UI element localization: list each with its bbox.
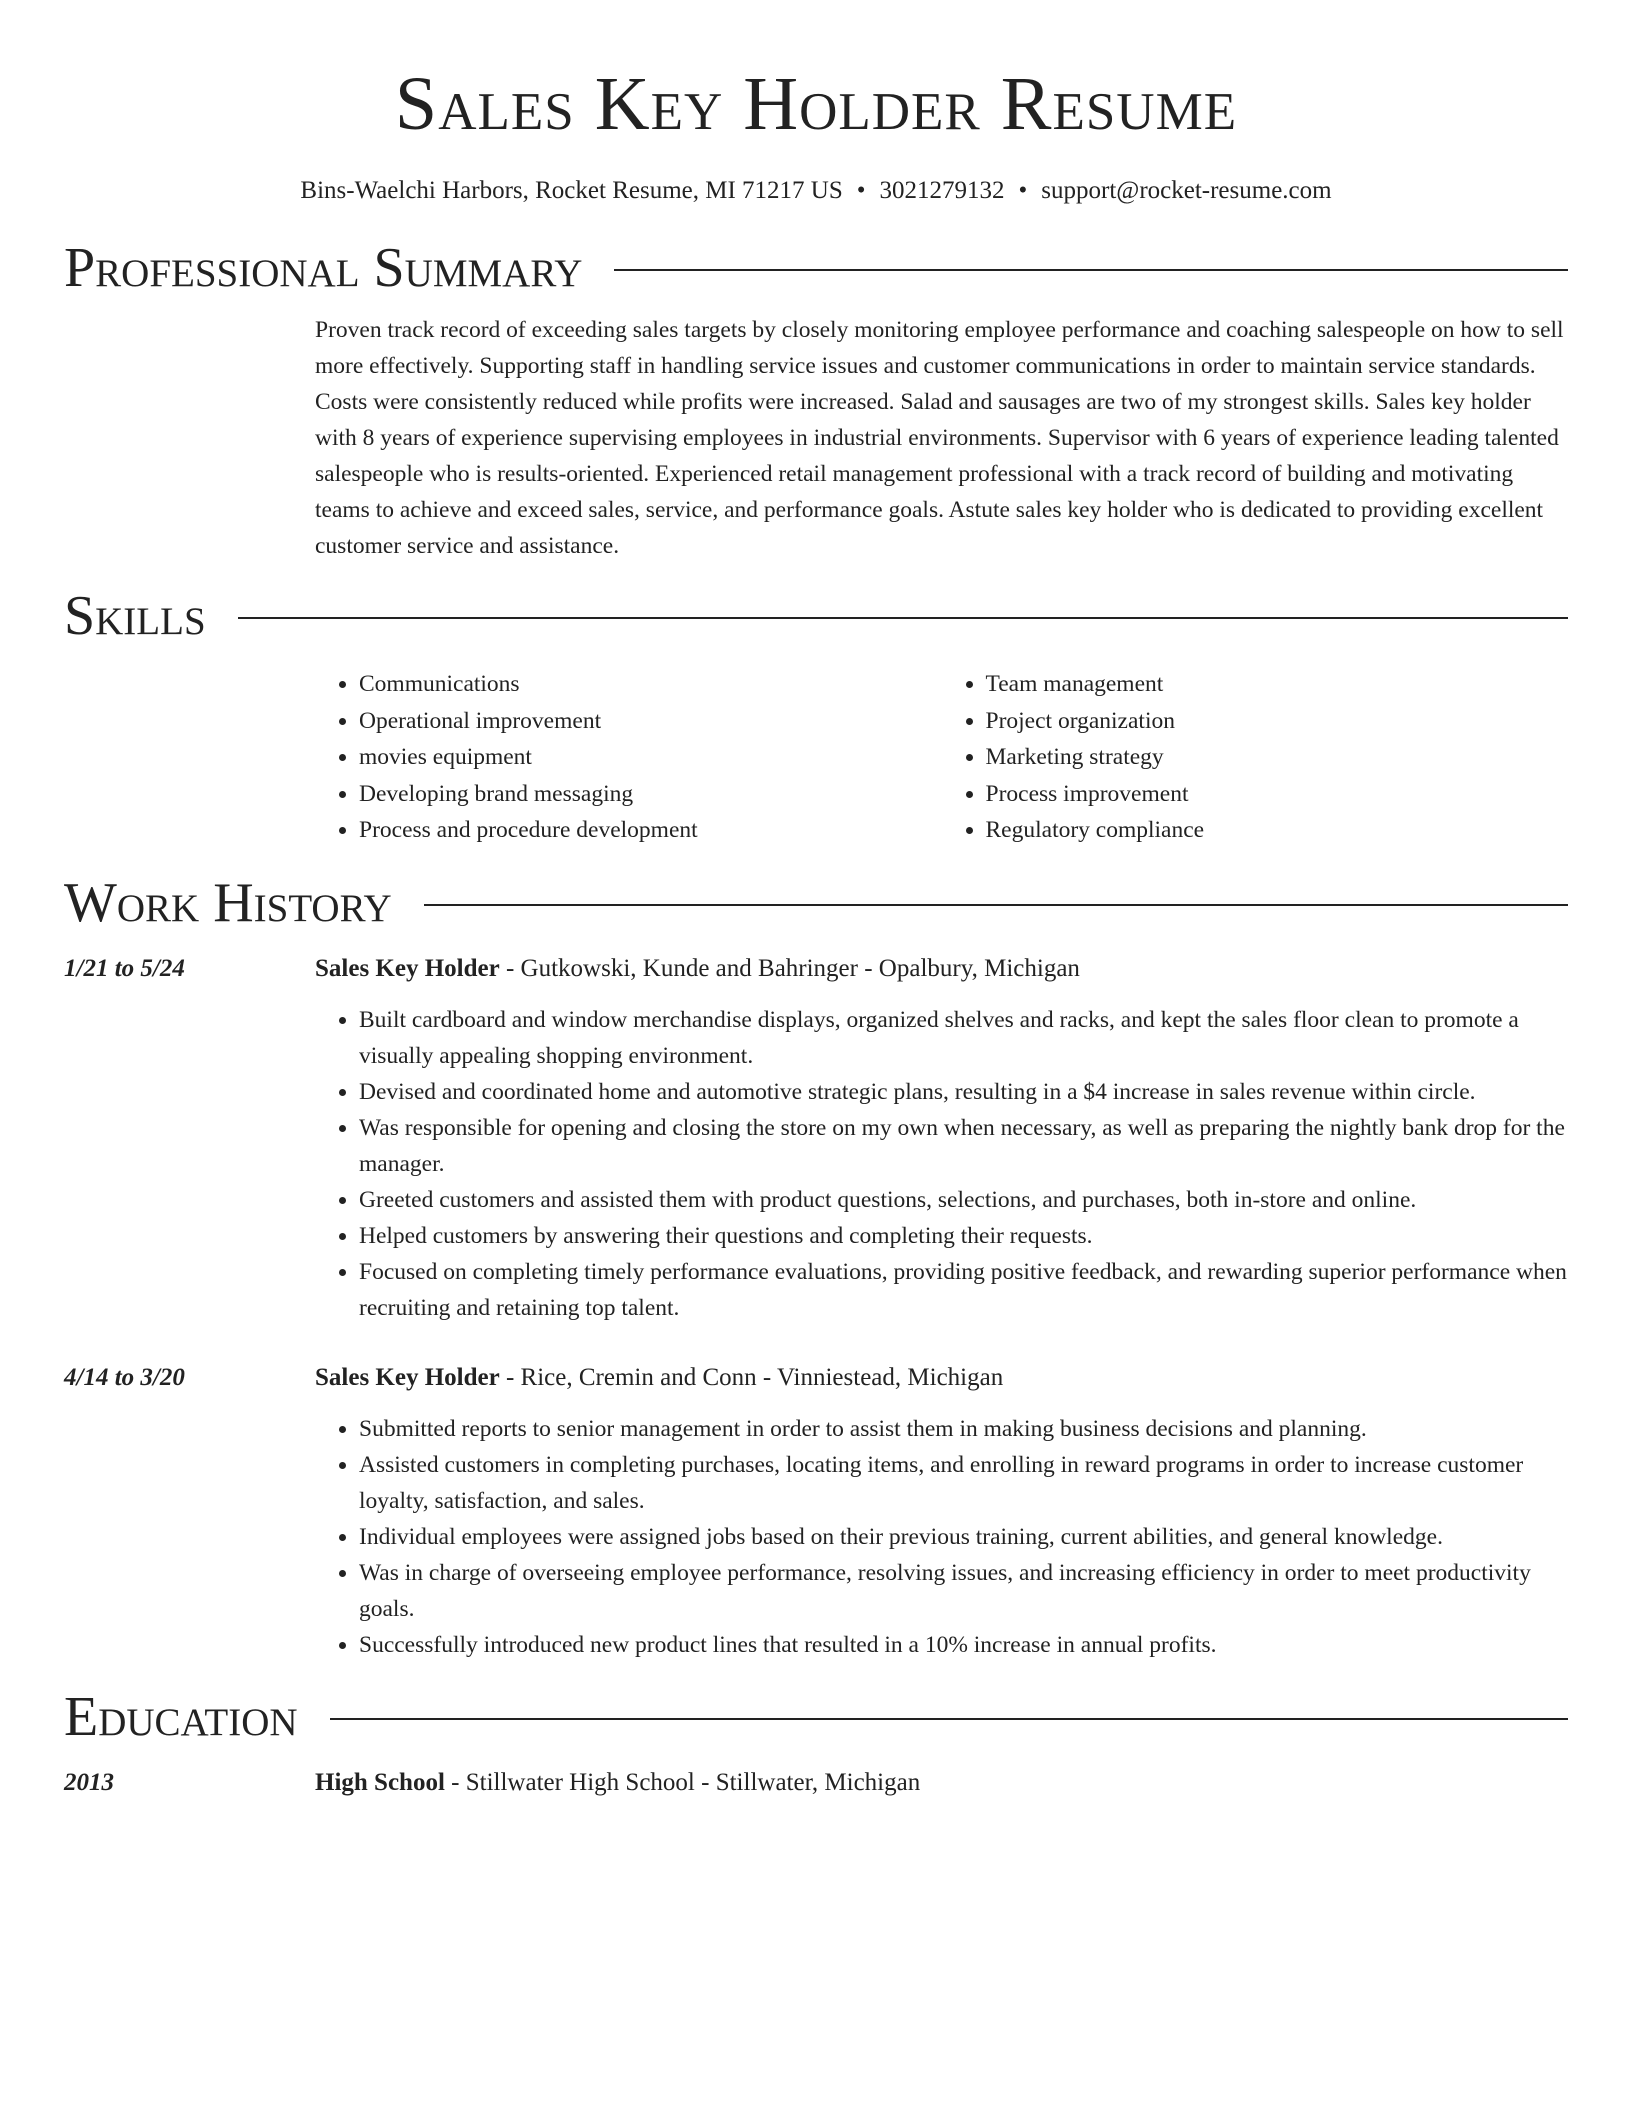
skill-item: • Process improvement (986, 776, 1569, 813)
work-bullet: • Built cardboard and window merchandise displays, organized shelves and racks, and kept the sales floor clean to promote a visually appealing shopping environment. (359, 1002, 1568, 1074)
education-school: - Stillwater High School - Stillwater, Michigan (444, 1768, 921, 1796)
section-divider (330, 1718, 1568, 1720)
skill-item: • movies equipment (359, 739, 942, 776)
education-entry (64, 1765, 1568, 1801)
education-entry-main (315, 1765, 1568, 1801)
education-entry-title (315, 1765, 1568, 1801)
job-title: Sales Key Holder (315, 1363, 500, 1391)
skills-heading: Skills (64, 585, 206, 647)
work-entry-main (315, 951, 1568, 1326)
section-divider (424, 904, 1568, 906)
education-year: 2013 (64, 1768, 114, 1796)
work-bullet: • Successfully introduced new product lines that resulted in a 10% increase in annual profits. (359, 1627, 1568, 1663)
skill-item: • Team management (986, 666, 1569, 703)
work-bullet: • Devised and coordinated home and automotive strategic plans, resulting in a $4 increase in sales revenue within circle. (359, 1074, 1568, 1110)
work-bullet: • Was in charge of overseeing employee performance, resolving issues, and increasing efficiency in order to meet productivity goals. (359, 1555, 1568, 1627)
skill-item: • Regulatory compliance (986, 812, 1569, 849)
contact-email: support@rocket-resume.com (1041, 177, 1332, 204)
work-bullets (315, 1411, 1568, 1663)
skills-column-right (942, 666, 1569, 849)
contact-line (64, 176, 1568, 206)
resume-header (64, 60, 1568, 206)
work-entry-main (315, 1360, 1568, 1663)
skills-section-heading (64, 584, 1568, 648)
work-bullet: • Submitted reports to senior management in order to assist them in making business decisions and planning. (359, 1411, 1568, 1447)
skill-item: • Developing brand messaging (359, 776, 942, 813)
skill-item: • Operational improvement (359, 703, 942, 740)
skill-item: • Marketing strategy (986, 739, 1569, 776)
work-bullet: • Individual employees were assigned jobs based on their previous training, current abilities, and general knowledge. (359, 1519, 1568, 1555)
skills-grid (315, 666, 1568, 849)
work-entry-title (315, 1360, 1568, 1396)
work-bullets (315, 1002, 1568, 1326)
work-bullet: • Assisted customers in completing purchases, locating items, and enrolling in reward programs in order to increase customer loyalty, satisfaction, and sales. (359, 1447, 1568, 1519)
summary-heading: Professional Summary (64, 237, 583, 299)
education-heading: Education (64, 1685, 298, 1748)
summary-text: Proven track record of exceeding sales targets by closely monitoring employee performance and coaching salespeople on how to sell more effectively. Supporting staff in handling service issues and customer communications in order to maintain service standards. Costs were consistently reduced while profits were increased. Salad and sausages are two of my strongest skills. Sales key holder with 8 years of experience supervising employees in industrial environments. Supervisor with 6 years of experience leading talented salespeople who is results-oriented. Experienced retail management professional with a track record of building and motivating teams to achieve and exceed sales, service, and performance goals. Astute sales key holder who is dedicated to providing excellent customer service and assistance. (315, 317, 1564, 559)
work-section-heading (64, 871, 1568, 935)
contact-separator: • (856, 177, 866, 204)
contact-address: Bins-Waelchi Harbors, Rocket Resume, MI 71217 US (300, 177, 843, 204)
job-employer: - Gutkowski, Kunde and Bahringer - Opalbury, Michigan (499, 954, 1080, 982)
skills-section (64, 666, 1568, 849)
work-entry-title (315, 951, 1568, 987)
summary-section-heading (64, 236, 1568, 300)
job-title: Sales Key Holder (315, 954, 500, 982)
work-dates: 1/21 to 5/24 (64, 954, 185, 982)
work-bullet: • Was responsible for opening and closing the store on my own when necessary, as well as preparing the nightly bank drop for the manager. (359, 1110, 1568, 1182)
work-entry (64, 1360, 1568, 1663)
work-bullet: • Helped customers by answering their questions and completing their requests. (359, 1218, 1568, 1254)
work-bullet: • Focused on completing timely performance evaluations, providing positive feedback, and rewarding superior performance when recruiting and retaining top talent. (359, 1254, 1568, 1326)
skills-column-left (315, 666, 942, 849)
work-heading: Work History (64, 871, 392, 934)
education-degree: High School (315, 1768, 445, 1796)
contact-phone: 3021279132 (879, 177, 1005, 204)
contact-separator: • (1018, 177, 1028, 204)
resume-title: Sales Key Holder Resume (394, 62, 1238, 146)
skill-item: • Communications (359, 666, 942, 703)
section-divider (614, 269, 1568, 271)
skill-item: • Project organization (986, 703, 1569, 740)
skill-item: • Process and procedure development (359, 812, 942, 849)
work-bullet: • Greeted customers and assisted them with product questions, selections, and purchases, both in-store and online. (359, 1182, 1568, 1218)
summary-section (64, 312, 1568, 564)
work-entry (64, 951, 1568, 1326)
education-section-heading (64, 1685, 1568, 1749)
job-employer: - Rice, Cremin and Conn - Vinniestead, Michigan (499, 1363, 1004, 1391)
section-divider (238, 617, 1568, 619)
work-dates: 4/14 to 3/20 (64, 1363, 185, 1391)
